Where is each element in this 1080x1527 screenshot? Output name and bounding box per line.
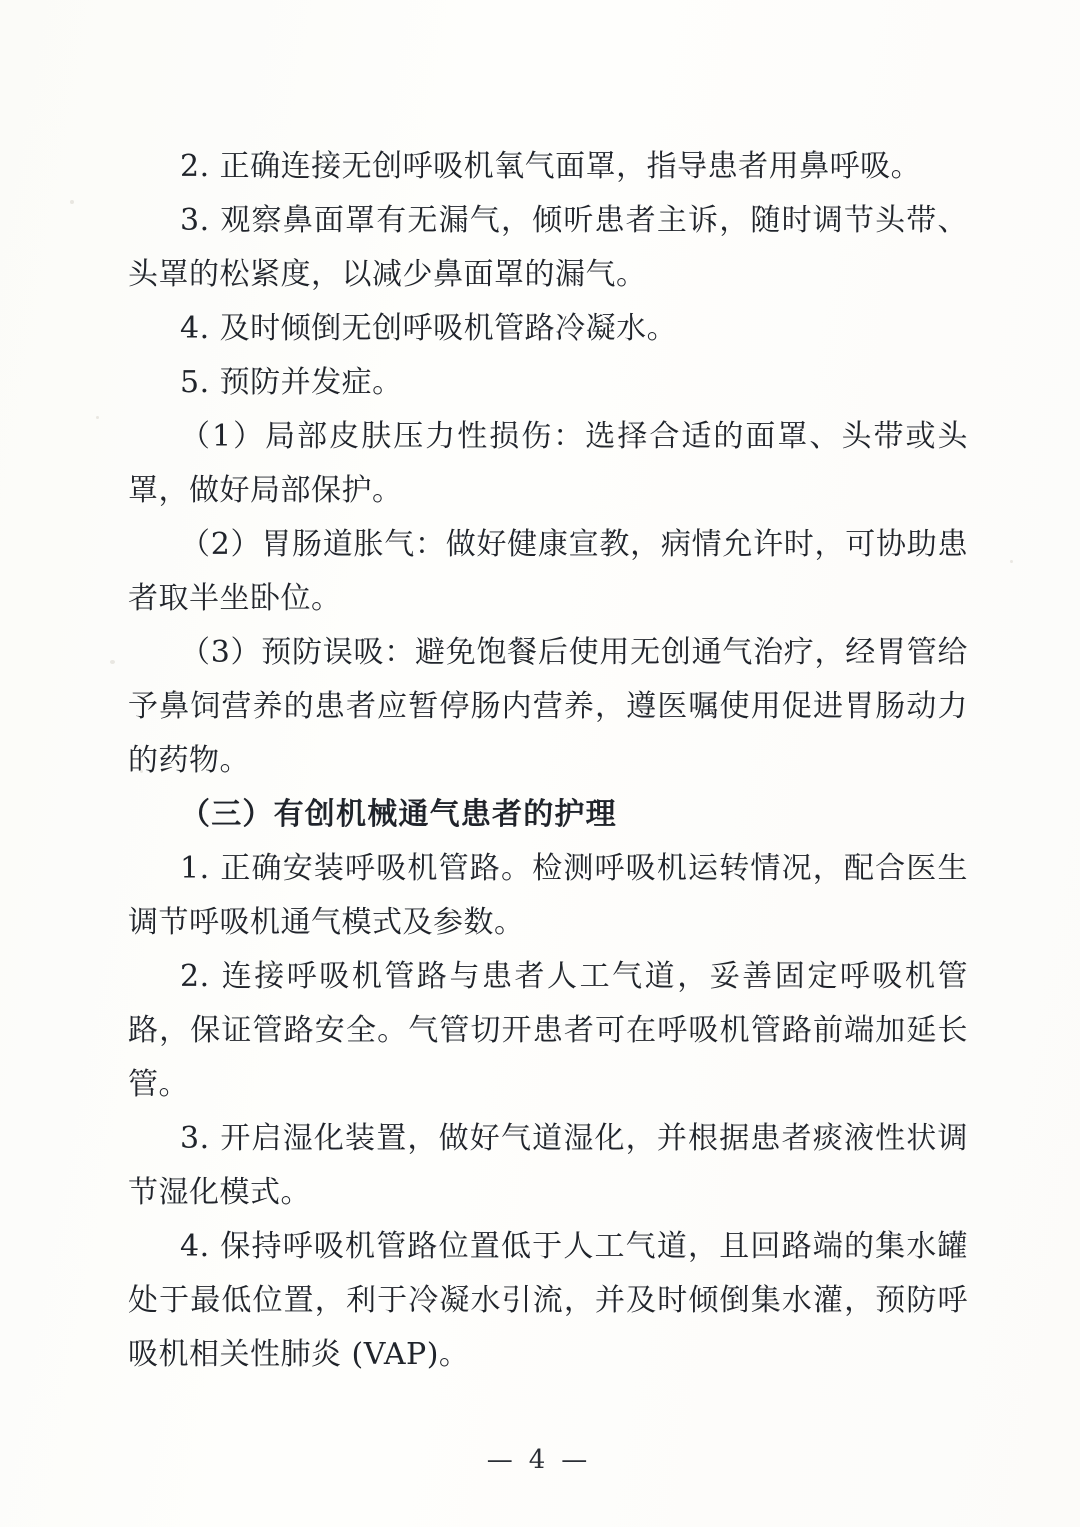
paragraph-inv-item-2-connect-airway: 2. 连接呼吸机管路与患者人工气道，妥善固定呼吸机管路，保证管路安全。气管切开患者可在呼吸机管路前端加延长管。 bbox=[128, 959, 968, 1102]
footer-dash-right: — bbox=[561, 1445, 594, 1475]
section-heading-invasive-care: （三）有创机械通气患者的护理 bbox=[180, 797, 617, 832]
paragraph-item-5-2-gastric-distension: （2）胃肠道胀气：做好健康宣教，病情允许时，可协助患者取半坐卧位。 bbox=[128, 527, 968, 616]
paragraph-item-2-noninvasive-mask: 2. 正确连接无创呼吸机氧气面罩，指导患者用鼻呼吸。 bbox=[180, 149, 922, 184]
scan-speck bbox=[70, 200, 74, 204]
paragraph-inv-item-1-circuit-install: 1. 正确安装呼吸机管路。检测呼吸机运转情况，配合医生调节呼吸机通气模式及参数。 bbox=[128, 851, 968, 940]
paragraph-item-4-condensate: 4. 及时倾倒无创呼吸机管路冷凝水。 bbox=[180, 311, 678, 346]
paragraph-item-5-3-aspiration: （3）预防误吸：避免饱餐后使用无创通气治疗，经胃管给予鼻饲营养的患者应暂停肠内营养，遵医嘱使用促进胃肠动力的药物。 bbox=[128, 635, 968, 778]
paragraph-inv-item-4-circuit-position: 4. 保持呼吸机管路位置低于人工气道，且回路端的集水罐处于最低位置，利于冷凝水引流，并及时倾倒集水灌，预防呼吸机相关性肺炎 (VAP)。 bbox=[128, 1229, 968, 1372]
scan-speck bbox=[1010, 560, 1013, 563]
paragraph-item-5-complications: 5. 预防并发症。 bbox=[180, 365, 403, 400]
scan-speck bbox=[96, 416, 99, 419]
paragraph-inv-item-3-humidification: 3. 开启湿化装置，做好气道湿化，并根据患者痰液性状调节湿化模式。 bbox=[128, 1121, 968, 1210]
page-number: 4 bbox=[528, 1445, 552, 1475]
page-footer bbox=[0, 1445, 1080, 1475]
paragraph-item-3-mask-leak: 3. 观察鼻面罩有无漏气，倾听患者主诉，随时调节头带、头罩的松紧度，以减少鼻面罩的漏气。 bbox=[128, 203, 968, 292]
paragraph-item-5-1-skin-injury: （1）局部皮肤压力性损伤：选择合适的面罩、头带或头罩，做好局部保护。 bbox=[128, 419, 968, 508]
page-body bbox=[128, 140, 968, 1382]
scan-speck bbox=[110, 660, 115, 664]
footer-dash-left: — bbox=[486, 1445, 519, 1475]
